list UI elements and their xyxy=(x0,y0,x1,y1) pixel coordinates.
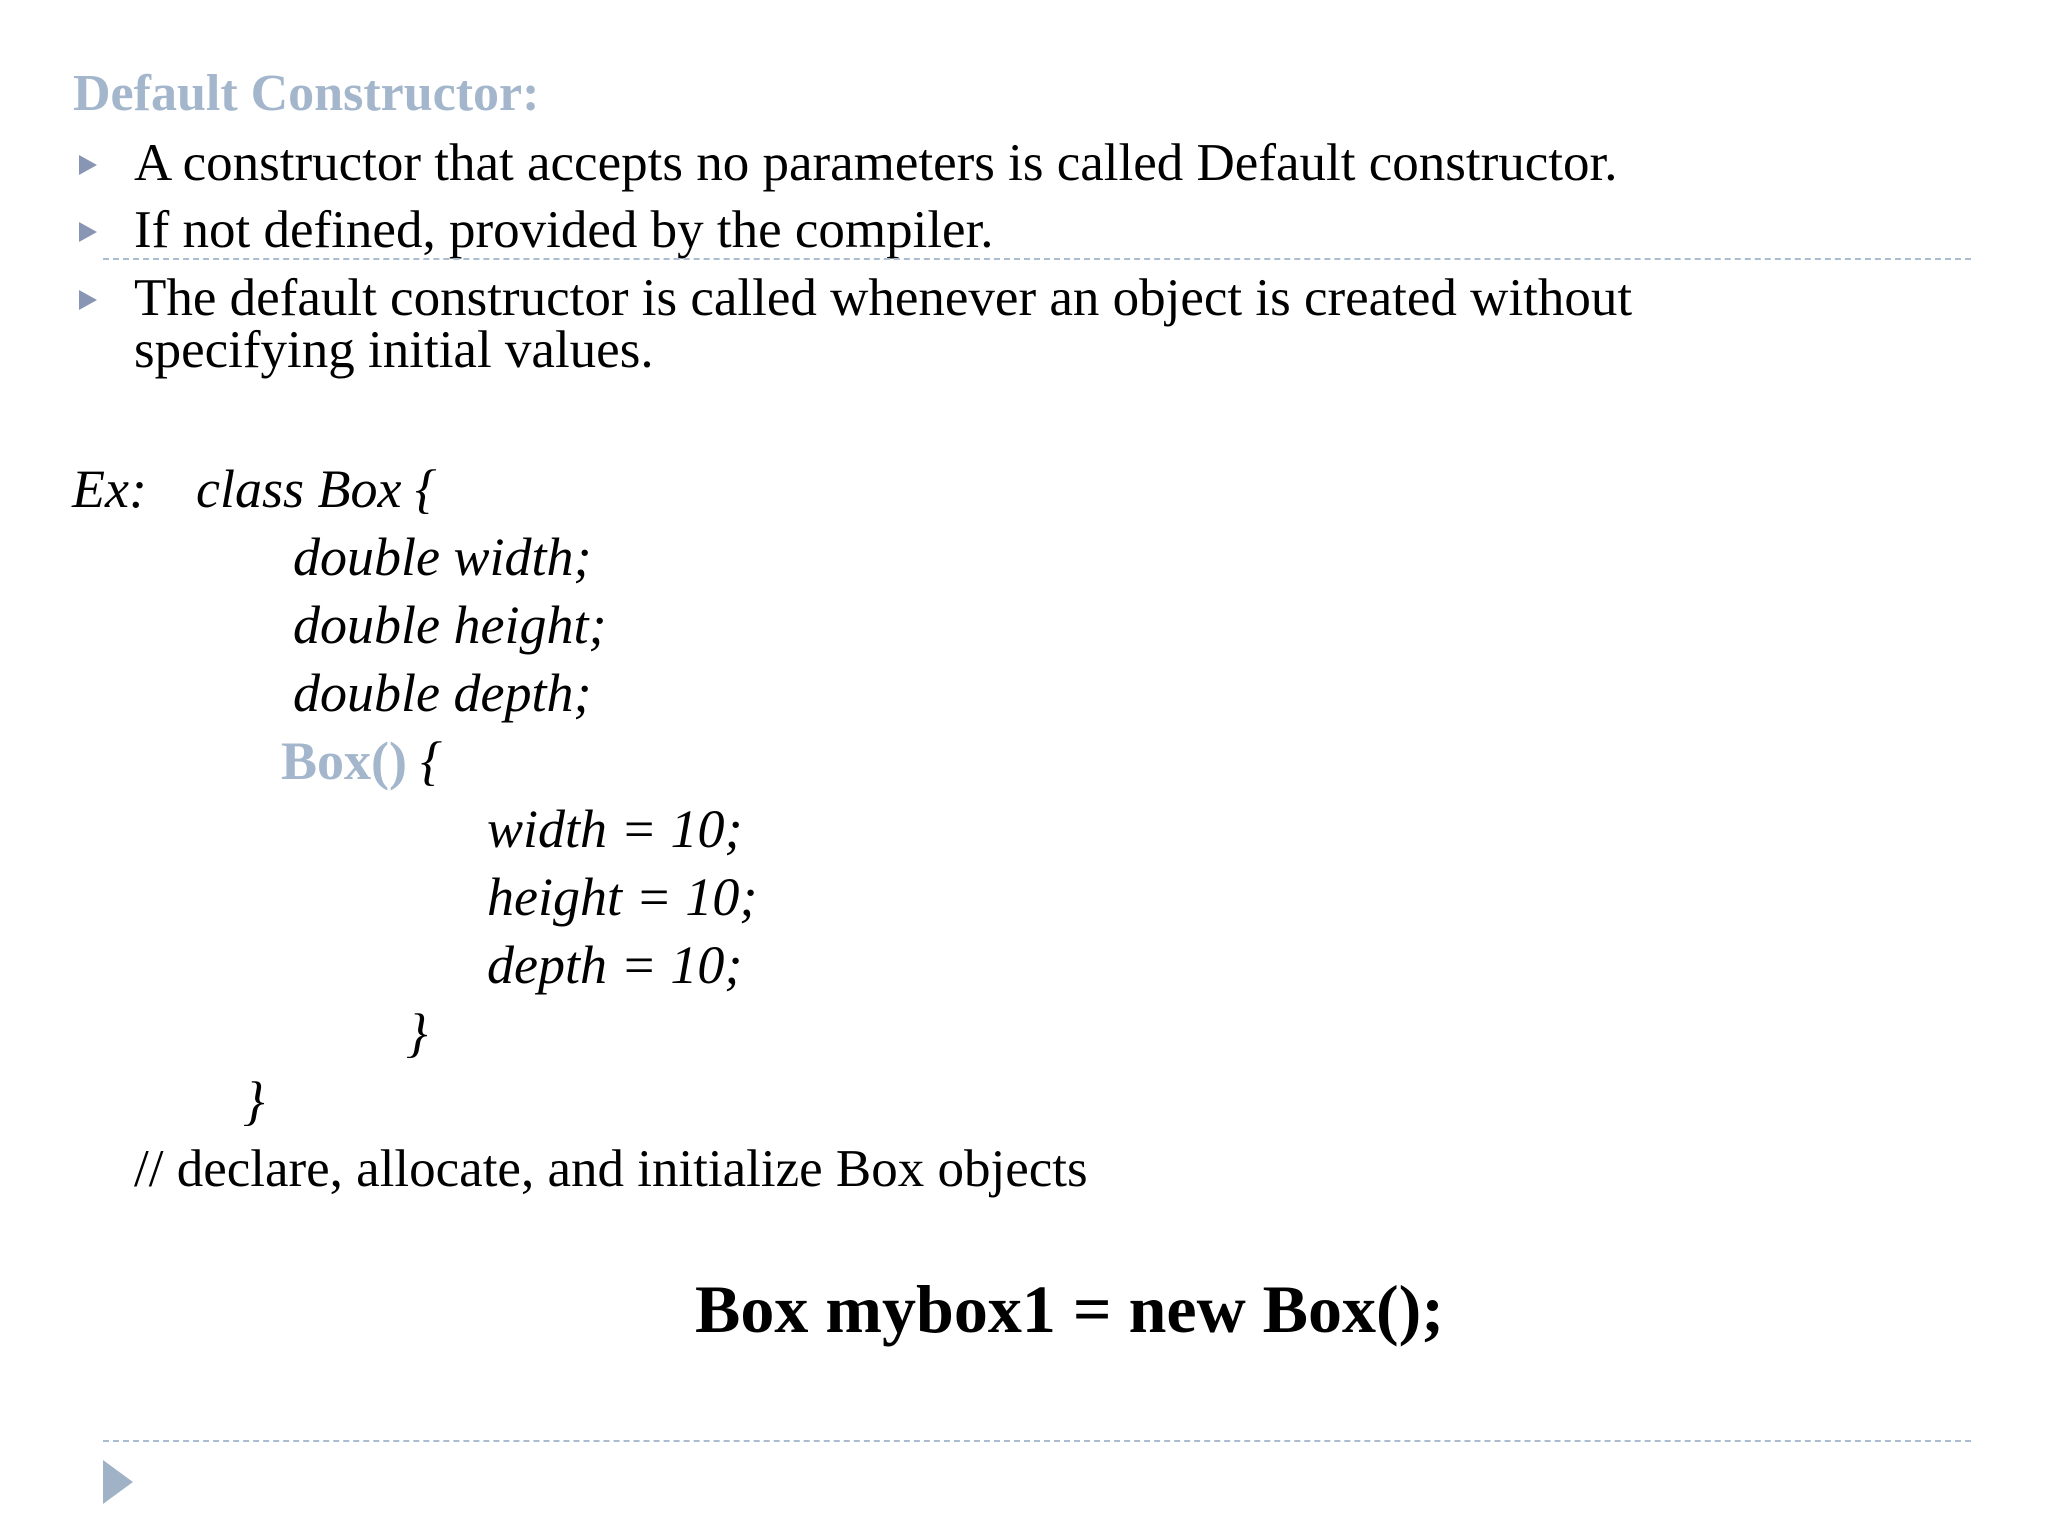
slide-title: Default Constructor: xyxy=(73,65,540,122)
code-field-width: double width; xyxy=(293,527,592,587)
top-divider xyxy=(103,258,1971,260)
code-comment: // declare, allocate, and initialize Box objects xyxy=(134,1140,1088,1198)
bullet-arrow-icon xyxy=(79,155,97,175)
code-constructor-close: } xyxy=(406,1003,428,1063)
bullet-2-text: If not defined, provided by the compiler. xyxy=(134,201,994,259)
bullet-3-continuation: specifying initial values. xyxy=(134,321,654,379)
example-label: Ex: xyxy=(72,459,147,519)
bullet-arrow-icon xyxy=(79,222,97,242)
code-assign-height: height = 10; xyxy=(487,867,758,927)
bullet-arrow-icon xyxy=(79,290,97,310)
code-assign-depth: depth = 10; xyxy=(487,935,743,995)
code-statement: Box mybox1 = new Box(); xyxy=(695,1271,1444,1347)
code-class-close: } xyxy=(243,1071,265,1131)
code-class-open: class Box { xyxy=(196,459,437,519)
constructor-open-brace: { xyxy=(406,731,443,791)
constructor-name: Box() xyxy=(281,731,407,791)
code-field-depth: double depth; xyxy=(293,663,592,723)
code-assign-width: width = 10; xyxy=(487,799,743,859)
code-field-height: double height; xyxy=(293,595,607,655)
bullet-3-text: The default constructor is called whenever an object is created without xyxy=(134,269,1633,327)
bottom-divider xyxy=(103,1440,1971,1442)
bullet-1-text: A constructor that accepts no parameters is called Default constructor. xyxy=(134,134,1618,192)
code-constructor-line xyxy=(281,730,442,792)
next-slide-icon[interactable] xyxy=(103,1460,133,1504)
